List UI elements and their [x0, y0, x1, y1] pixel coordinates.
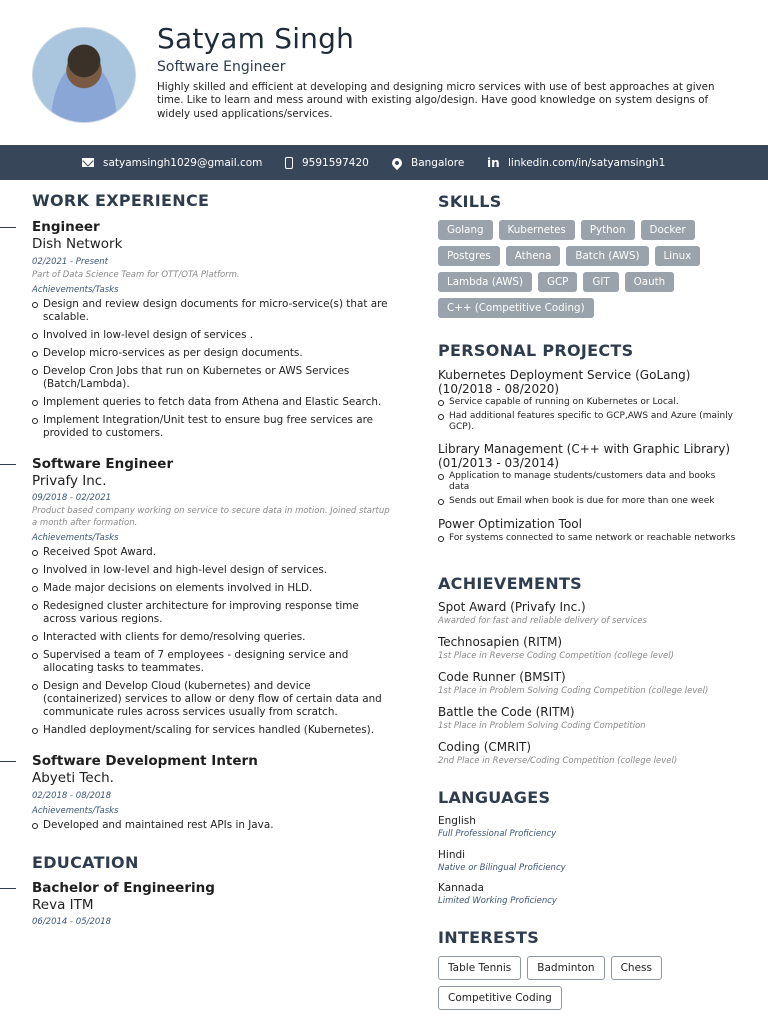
list-item: Service capable of running on Kubernetes or Local. — [438, 397, 738, 408]
candidate-role: Software Engineer — [157, 59, 286, 75]
job-marker — [0, 227, 16, 228]
list-item: Involved in low-level and high-level design of services. — [32, 564, 388, 577]
languages-heading: LANGUAGES — [438, 788, 551, 807]
list-item: Design and review design documents for micro-service(s) that are scalable. — [32, 298, 388, 324]
job-task-list — [32, 546, 388, 742]
list-item: Developed and maintained rest APIs in Java. — [32, 819, 388, 832]
list-item: Supervised a team of 7 employees - designing service and allocating tasks to teammates. — [32, 649, 388, 675]
contact-bar — [0, 145, 768, 180]
job-tasks-label: Achievements/Tasks — [32, 285, 119, 295]
job-dates: 02/2018 - 08/2018 — [32, 791, 112, 801]
job-title: Software Development Intern — [32, 753, 258, 769]
resume-header — [0, 0, 768, 145]
education-heading: EDUCATION — [32, 853, 139, 872]
job-title: Engineer — [32, 219, 100, 235]
education-dates: 06/2014 - 05/2018 — [32, 917, 112, 927]
list-item: Handled deployment/scaling for services handled (Kubernetes). — [32, 724, 388, 737]
achievement-subtitle: 1st Place in Problem Solving Coding Competition — [438, 721, 646, 731]
project-title: Power Optimization Tool — [438, 517, 582, 531]
job-title: Software Engineer — [32, 456, 174, 472]
achievement-title: Code Runner (BMSIT) — [438, 670, 566, 684]
skill-tag: Lambda (AWS) — [438, 272, 532, 292]
job-company: Abyeti Tech. — [32, 770, 114, 786]
interests-heading: INTERESTS — [438, 928, 540, 947]
job-tasks-label: Achievements/Tasks — [32, 806, 119, 816]
job-dates: 09/2018 - 02/2021 — [32, 493, 112, 503]
project-points — [438, 397, 738, 436]
phone-icon — [285, 157, 293, 169]
email-text[interactable]: satyamsingh1029@gmail.com — [103, 156, 263, 169]
list-item: Sends out Email when book is due for more than one week — [438, 496, 738, 507]
job-dates: 02/2021 - Present — [32, 257, 109, 267]
job-tasks-label: Achievements/Tasks — [32, 533, 119, 543]
contact-phone[interactable] — [285, 145, 369, 180]
list-item: Implement Integration/Unit test to ensure bug free services are provided to customers. — [32, 414, 388, 440]
project-points — [438, 471, 738, 510]
job-marker — [0, 464, 16, 465]
list-item: Involved in low-level design of services . — [32, 329, 388, 342]
project-name: Library Management (C++ with Graphic Library) — [438, 442, 731, 456]
language-level: Full Professional Proficiency — [438, 829, 557, 839]
skill-tag: Postgres — [438, 246, 500, 266]
education-marker — [0, 888, 16, 889]
degree-title: Bachelor of Engineering — [32, 880, 215, 896]
skill-tag: GCP — [538, 272, 577, 292]
list-item: Design and Develop Cloud (kubernetes) and device (containerized) services to allow or deny flow of certain data and communicate rules across services usually from scratch. — [32, 680, 388, 719]
job-task-list — [32, 298, 388, 445]
list-item: For systems connected to same network or reachable networks — [438, 533, 738, 544]
skill-tag: Batch (AWS) — [566, 246, 648, 266]
language-name: Kannada — [438, 882, 484, 894]
skills-list — [438, 220, 738, 318]
work-experience-heading: WORK EXPERIENCE — [32, 191, 210, 210]
contact-location — [392, 145, 464, 180]
list-item: Implement queries to fetch data from Athena and Elastic Search. — [32, 396, 388, 409]
project-title — [438, 442, 748, 470]
summary-text: Highly skilled and efficient at developing and designing micro services with use of best approaches at given time. Like to learn and mess around with existing algo/design. Have good knowledge on system designs of widely used applications/services. — [157, 81, 715, 120]
achievement-subtitle: 1st Place in Reverse Coding Competition (college level) — [438, 651, 674, 661]
skill-tag: Oauth — [625, 272, 675, 292]
job-description: Part of Data Science Team for OTT/OTA Platform. — [32, 270, 240, 280]
project-name: Kubernetes Deployment Service (GoLang) — [438, 368, 691, 382]
achievement-title: Spot Award (Privafy Inc.) — [438, 600, 586, 614]
skill-tag: Athena — [506, 246, 561, 266]
contact-email[interactable] — [82, 145, 262, 180]
interest-tag: Chess — [611, 956, 662, 980]
interest-tag: Table Tennis — [438, 956, 521, 980]
achievement-title: Battle the Code (RITM) — [438, 705, 575, 719]
list-item: Application to manage students/customers data and books data — [438, 471, 738, 493]
job-company: Dish Network — [32, 236, 123, 252]
achievement-title: Coding (CMRIT) — [438, 740, 532, 754]
list-item: Received Spot Award. — [32, 546, 388, 559]
language-name: Hindi — [438, 849, 466, 861]
interest-tag: Competitive Coding — [438, 986, 562, 1010]
contact-linkedin[interactable] — [487, 145, 665, 180]
list-item: Made major decisions on elements involved in HLD. — [32, 582, 388, 595]
achievements-heading: ACHIEVEMENTS — [438, 574, 582, 593]
job-marker — [0, 761, 16, 762]
skill-tag: GIT — [583, 272, 618, 292]
job-description: Product based company working on service to secure data in motion. Joined startup a month after formation. — [32, 506, 390, 528]
achievement-title: Technosapien (RITM) — [438, 635, 563, 649]
language-level: Native or Bilingual Proficiency — [438, 863, 566, 873]
linkedin-text[interactable]: linkedin.com/in/satyamsingh1 — [508, 156, 666, 169]
location-text: Bangalore — [411, 156, 465, 169]
language-name: English — [438, 815, 476, 827]
interest-tag: Badminton — [527, 956, 604, 980]
job-task-list — [32, 819, 388, 837]
list-item: Had additional features specific to GCP,AWS and Azure (mainly GCP). — [438, 411, 738, 433]
project-title — [438, 368, 748, 396]
project-dates: (10/2018 - 08/2020) — [438, 382, 560, 396]
list-item: Interacted with clients for demo/resolving queries. — [32, 631, 388, 644]
skill-tag: C++ (Competitive Coding) — [438, 298, 594, 318]
project-points — [438, 533, 738, 547]
list-item: Redesigned cluster architecture for improving response time across various regions. — [32, 600, 388, 626]
candidate-name: Satyam Singh — [157, 22, 355, 55]
linkedin-icon: in — [487, 155, 500, 170]
mail-icon — [82, 158, 94, 167]
interests-list — [438, 956, 738, 1010]
skill-tag: Linux — [655, 246, 701, 266]
achievement-subtitle: 1st Place in Problem Solving Coding Competition (college level) — [438, 686, 709, 696]
location-pin-icon — [390, 155, 404, 169]
skill-tag: Golang — [438, 220, 493, 240]
projects-heading: PERSONAL PROJECTS — [438, 341, 634, 360]
phone-text[interactable]: 9591597420 — [302, 156, 369, 169]
skill-tag: Docker — [641, 220, 695, 240]
achievement-subtitle: 2nd Place in Reverse/Coding Competition (college level) — [438, 756, 678, 766]
language-level: Limited Working Proficiency — [438, 896, 557, 906]
achievement-subtitle: Awarded for fast and reliable delivery of services — [438, 616, 647, 626]
school-name: Reva ITM — [32, 897, 94, 913]
list-item: Develop Cron Jobs that run on Kubernetes or AWS Services (Batch/Lambda). — [32, 365, 388, 391]
list-item: Develop micro-services as per design documents. — [32, 347, 388, 360]
job-company: Privafy Inc. — [32, 473, 107, 489]
skill-tag: Python — [581, 220, 635, 240]
project-dates: (01/2013 - 03/2014) — [438, 456, 560, 470]
skills-heading: SKILLS — [438, 192, 502, 211]
profile-photo — [32, 27, 136, 123]
skill-tag: Kubernetes — [499, 220, 575, 240]
